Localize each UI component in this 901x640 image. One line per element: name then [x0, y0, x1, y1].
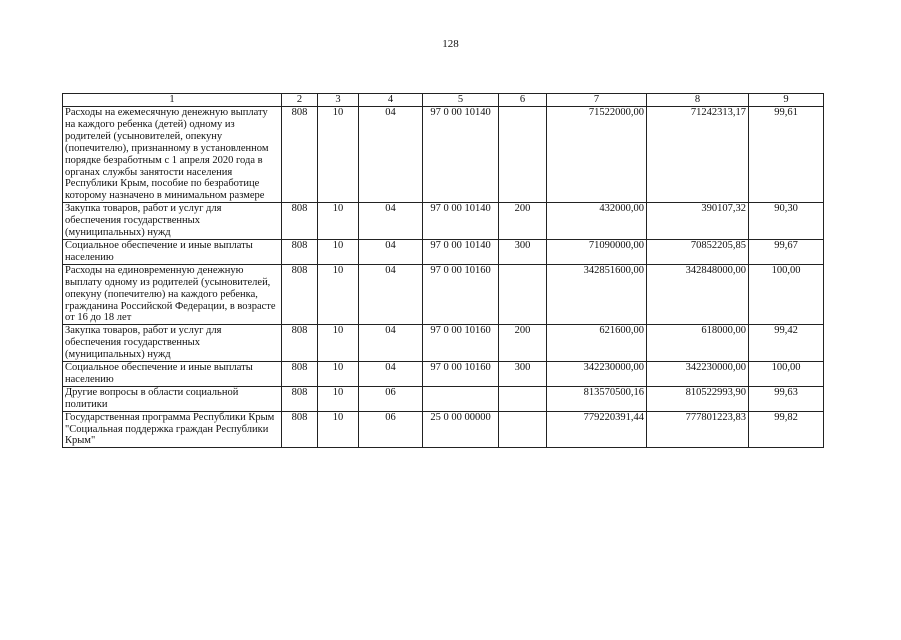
- cell-percent: 100,00: [749, 264, 824, 325]
- cell-actual: 777801223,83: [647, 411, 749, 448]
- column-header: 2: [282, 94, 318, 107]
- column-header: 8: [647, 94, 749, 107]
- cell-actual: 810522993,90: [647, 386, 749, 411]
- column-header: 6: [499, 94, 547, 107]
- cell-target: [423, 386, 499, 411]
- cell-percent: 99,82: [749, 411, 824, 448]
- cell-section: 10: [318, 107, 359, 203]
- column-header: 1: [63, 94, 282, 107]
- cell-actual: 342230000,00: [647, 362, 749, 387]
- cell-type: [499, 264, 547, 325]
- cell-target: 97 0 00 10140: [423, 107, 499, 203]
- cell-section: 10: [318, 411, 359, 448]
- cell-type: [499, 411, 547, 448]
- cell-plan: 342230000,00: [547, 362, 647, 387]
- table-row: [63, 107, 824, 203]
- cell-target: 25 0 00 00000: [423, 411, 499, 448]
- cell-section: 10: [318, 386, 359, 411]
- row-name: Социальное обеспечение и иные выплаты населению: [63, 362, 282, 387]
- table-row: [63, 362, 824, 387]
- cell-gr: 808: [282, 386, 318, 411]
- table-row: [63, 239, 824, 264]
- cell-type: [499, 386, 547, 411]
- row-name: Государственная программа Республики Крым "Социальная поддержка граждан Республики Крым": [63, 411, 282, 448]
- cell-type: 300: [499, 362, 547, 387]
- cell-target: 97 0 00 10140: [423, 239, 499, 264]
- table-row: [63, 264, 824, 325]
- cell-gr: 808: [282, 107, 318, 203]
- cell-subsection: 06: [359, 386, 423, 411]
- cell-section: 10: [318, 362, 359, 387]
- cell-subsection: 04: [359, 325, 423, 362]
- table-row: [63, 203, 824, 240]
- cell-section: 10: [318, 203, 359, 240]
- row-name: Другие вопросы в области социальной политики: [63, 386, 282, 411]
- cell-target: 97 0 00 10160: [423, 362, 499, 387]
- cell-type: 200: [499, 203, 547, 240]
- cell-target: 97 0 00 10160: [423, 264, 499, 325]
- cell-section: 10: [318, 239, 359, 264]
- cell-section: 10: [318, 325, 359, 362]
- cell-actual: 71242313,17: [647, 107, 749, 203]
- row-name: Закупка товаров, работ и услуг для обеспечения государственных (муниципальных) нужд: [63, 325, 282, 362]
- cell-percent: 99,61: [749, 107, 824, 203]
- cell-plan: 342851600,00: [547, 264, 647, 325]
- budget-table: [62, 93, 824, 448]
- row-name: Расходы на ежемесячную денежную выплату на каждого ребенка (детей) одному из родителей (усыновителей, опекуну (попечителю), признанному в установленном порядке безработным с 1 апреля 2020 года в органах службы занятости населения Республики Крым, пособие по безработице которому назначено в минимальном размере: [63, 107, 282, 203]
- cell-section: 10: [318, 264, 359, 325]
- cell-percent: 99,42: [749, 325, 824, 362]
- cell-subsection: 04: [359, 203, 423, 240]
- cell-plan: 71522000,00: [547, 107, 647, 203]
- cell-plan: 432000,00: [547, 203, 647, 240]
- page-number: 128: [442, 38, 459, 50]
- cell-gr: 808: [282, 239, 318, 264]
- row-name: Социальное обеспечение и иные выплаты населению: [63, 239, 282, 264]
- column-header: 9: [749, 94, 824, 107]
- cell-actual: 390107,32: [647, 203, 749, 240]
- header-row: [63, 94, 824, 107]
- cell-actual: 342848000,00: [647, 264, 749, 325]
- cell-subsection: 04: [359, 239, 423, 264]
- row-name: Расходы на единовременную денежную выплату одному из родителей (усыновителей, опекуну (попечителю) на каждого ребенка, гражданина Российской Федерации, в возрасте от 16 до 18 лет: [63, 264, 282, 325]
- cell-subsection: 04: [359, 362, 423, 387]
- cell-gr: 808: [282, 362, 318, 387]
- cell-gr: 808: [282, 411, 318, 448]
- cell-percent: 99,67: [749, 239, 824, 264]
- cell-type: 200: [499, 325, 547, 362]
- table-row: [63, 411, 824, 448]
- cell-plan: 779220391,44: [547, 411, 647, 448]
- cell-target: 97 0 00 10160: [423, 325, 499, 362]
- cell-target: 97 0 00 10140: [423, 203, 499, 240]
- cell-gr: 808: [282, 203, 318, 240]
- table-row: [63, 386, 824, 411]
- cell-actual: 618000,00: [647, 325, 749, 362]
- cell-plan: 71090000,00: [547, 239, 647, 264]
- cell-plan: 813570500,16: [547, 386, 647, 411]
- cell-percent: 99,63: [749, 386, 824, 411]
- cell-percent: 90,30: [749, 203, 824, 240]
- cell-plan: 621600,00: [547, 325, 647, 362]
- column-header: 4: [359, 94, 423, 107]
- cell-subsection: 04: [359, 264, 423, 325]
- cell-percent: 100,00: [749, 362, 824, 387]
- column-header: 5: [423, 94, 499, 107]
- cell-gr: 808: [282, 264, 318, 325]
- cell-subsection: 04: [359, 107, 423, 203]
- cell-subsection: 06: [359, 411, 423, 448]
- cell-gr: 808: [282, 325, 318, 362]
- cell-type: 300: [499, 239, 547, 264]
- table-row: [63, 325, 824, 362]
- cell-type: [499, 107, 547, 203]
- cell-actual: 70852205,85: [647, 239, 749, 264]
- column-header: 3: [318, 94, 359, 107]
- column-header: 7: [547, 94, 647, 107]
- row-name: Закупка товаров, работ и услуг для обеспечения государственных (муниципальных) нужд: [63, 203, 282, 240]
